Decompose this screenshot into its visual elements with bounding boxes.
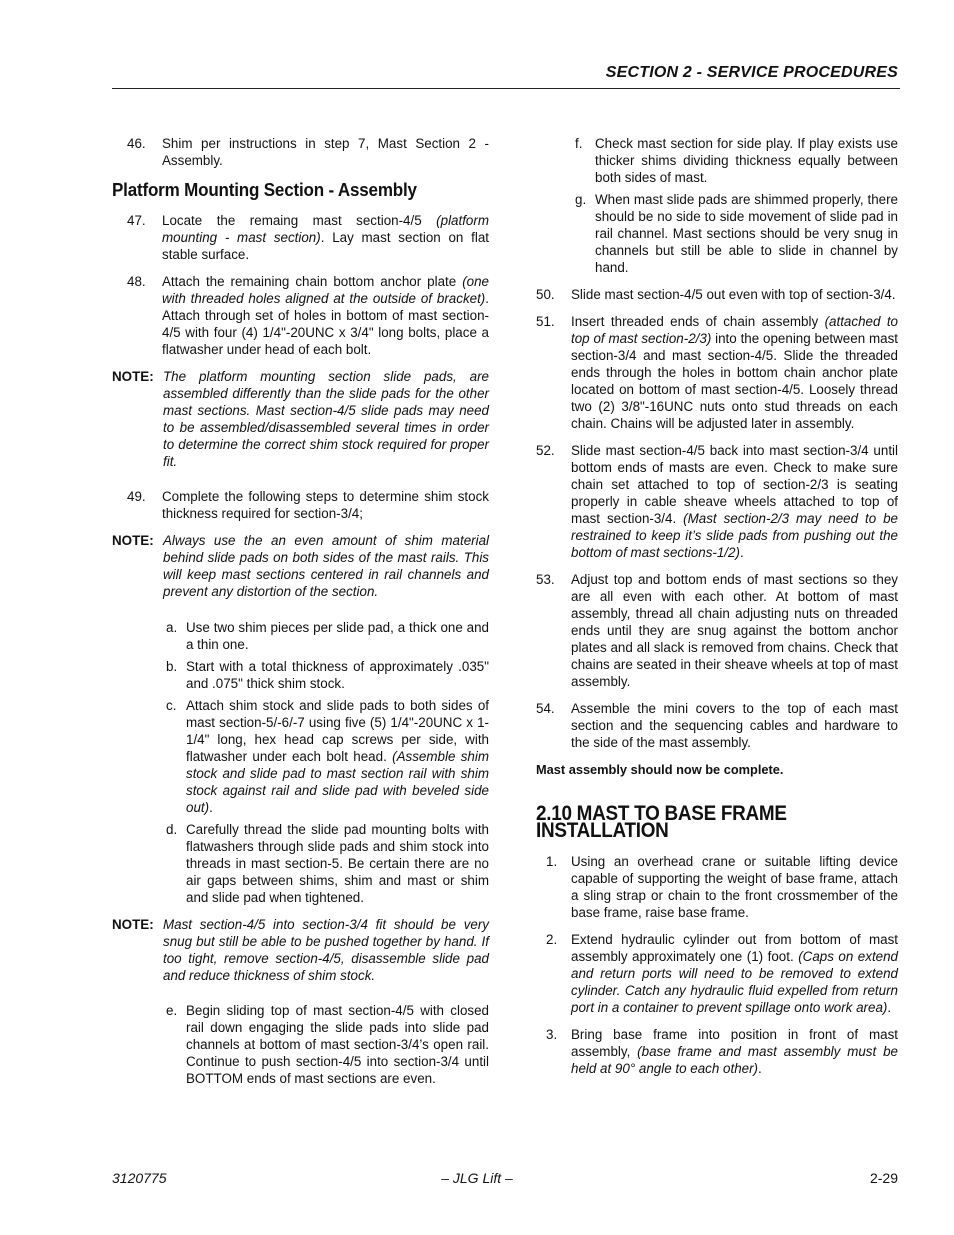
step-text: Assemble the mini covers to the top of each mast section and the sequencing cables and hardware to the side of the mast assembly. bbox=[571, 701, 898, 750]
step-text-italic: (Caps on extend and return ports will need to be removed to extend cylinder. Catch any hydraulic fluid expelled from return port in a container to prevent spillage onto work area) bbox=[571, 949, 899, 1015]
note-3 bbox=[112, 916, 489, 984]
step-47 bbox=[112, 212, 489, 263]
step-number: 46. bbox=[127, 136, 146, 151]
section-heading-2-10: 2.10 MAST TO BASE FRAME INSTALLATION bbox=[536, 802, 787, 842]
substep-text: Carefully thread the slide pad mounting bolts with flatwashers through slide pads and shim stock into threads in mast section-5. Be certain there are no air gaps between shims, shim and mast or shim and slide pad when tightened. bbox=[186, 822, 489, 905]
step-2 bbox=[536, 931, 898, 1016]
substep-f bbox=[536, 135, 898, 186]
step-text: Extend hydraulic cylinder out from bottom of mast assembly approximately one (1) foot. bbox=[571, 932, 898, 964]
step-text-italic: (Mast section-2/3 may need to be restrained to keep it’s slide pads from pushing out the bottom of mast sections-1/2) bbox=[571, 511, 898, 560]
step-number: 51. bbox=[536, 314, 555, 329]
step-49 bbox=[112, 488, 489, 522]
note-text: Mast section-4/5 into section-3/4 fit should be very snug but still be able to be pushed together by hand. If too tight, remove section-4/5, disassemble slide pad and reduce thickness of shim stock. bbox=[163, 917, 489, 983]
step-number: 54. bbox=[536, 701, 555, 716]
note-text: The platform mounting section slide pads, are assembled differently than the slide pads for the other mast sections. Mast section-4/5 slide pads may need to be assembled/disassembled several times in order to determine the correct shim stock required for proper fit. bbox=[163, 369, 489, 469]
step-number: 2. bbox=[546, 932, 558, 947]
substep-text: Use two shim pieces per slide pad, a thick one and a thin one. bbox=[186, 620, 489, 652]
substep-c bbox=[112, 697, 489, 816]
step-number: 48. bbox=[127, 274, 146, 289]
substep-a bbox=[112, 619, 489, 653]
substep-text: Begin sliding top of mast section-4/5 with closed rail down engaging the slide pads into slide pad channels at bottom of mast section-3/4’s open rail. Continue to push section-4/5 into section-3/4 until BOTTOM ends of mast sections are even. bbox=[186, 1003, 489, 1086]
step-number: 50. bbox=[536, 287, 555, 302]
step-text: Bring base frame into position in front of mast assembly, bbox=[571, 1027, 898, 1059]
step-text: Complete the following steps to determine shim stock thickness required for section-3/4; bbox=[162, 489, 489, 521]
step-number: 49. bbox=[127, 489, 146, 504]
substep-b bbox=[112, 658, 489, 692]
section-heading: Platform Mounting Section - Assembly bbox=[112, 179, 417, 200]
step-54 bbox=[536, 700, 898, 751]
step-text: Adjust top and bottom ends of mast sections so they are all even with each other. At bottom of mast assembly, thread all chain adjusting nuts on threaded ends until they are snug against the bottom anchor plates and all slack is removed from chains. Check that chains are seated in their sheave wheels at top of mast assembly. bbox=[571, 572, 898, 689]
page-number: 2-29 bbox=[869, 1170, 898, 1186]
step-1 bbox=[536, 853, 898, 921]
step-text: Slide mast section-4/5 back into mast section-3/4 until bottom ends of masts are even. Check to make sure chain set attached to top of section-2/3 is seating properly in cable sheave wheels attached to top of mast section-3/4. bbox=[571, 443, 898, 526]
step-text-italic: (base frame and mast assembly must be held at 90° angle to each other) bbox=[571, 1044, 898, 1076]
substep-text: Attach shim stock and slide pads to both sides of mast section-5/-6/-7 using five (5) 1/4"-20UNC x 1-1/4" long, hex head cap screws per side, with flatwasher under each bolt head. bbox=[186, 698, 489, 764]
step-text: . Lay mast section on flat stable surface. bbox=[162, 230, 489, 262]
substep-e bbox=[112, 1002, 489, 1087]
note-1 bbox=[112, 368, 489, 470]
substep-text: Start with a total thickness of approximately .035" and .075" thick shim stock. bbox=[186, 659, 489, 691]
left-column bbox=[112, 135, 489, 1092]
substep-letter: b. bbox=[166, 659, 178, 674]
assembly-complete-note: Mast assembly should now be complete. bbox=[536, 762, 784, 777]
step-51 bbox=[536, 313, 898, 432]
step-text: . Attach through set of holes in bottom of mast section-4/5 with four (4) 1/4"-20UNC x 3/4" long bolts, place a flatwasher under head of each bolt. bbox=[162, 291, 489, 357]
substep-d bbox=[112, 821, 489, 906]
substep-letter: a. bbox=[166, 620, 178, 635]
step-number: 53. bbox=[536, 572, 555, 587]
note-label: NOTE: bbox=[112, 533, 154, 548]
step-text: . bbox=[887, 1000, 892, 1015]
substep-letter: g. bbox=[575, 192, 587, 207]
step-text: Attach the remaining chain bottom anchor plate bbox=[162, 274, 463, 289]
step-text: Insert threaded ends of chain assembly bbox=[571, 314, 825, 329]
step-number: 1. bbox=[546, 854, 558, 869]
note-label: NOTE: bbox=[112, 369, 154, 384]
header-rule bbox=[112, 88, 900, 89]
step-text: into the opening between mast section-3/4 and mast section-4/5. Slide the threaded ends through the holes in bottom chain anchor plate located on bottom of mast section-4/5. Loosely thread two (2) 3/8"-16UNC nuts onto stud threads on each chain. Chains will be adjusted later in assembly. bbox=[571, 331, 899, 431]
step-text-italic: (attached to top of mast section-2/3) bbox=[571, 314, 898, 346]
substep-letter: d. bbox=[166, 822, 178, 837]
step-text-italic: (platform mounting - mast section) bbox=[162, 213, 489, 245]
substep-text-italic: (Assemble shim stock and slide pad to mast section rail with shim stock against rail and slide pad with beveled side out) bbox=[186, 749, 490, 815]
substep-letter: f. bbox=[575, 136, 583, 151]
step-50 bbox=[536, 286, 898, 303]
step-text: . bbox=[758, 1061, 762, 1076]
document-number: 3120775 bbox=[112, 1170, 167, 1186]
substep-g bbox=[536, 191, 898, 276]
header-title: SECTION 2 - SERVICE PROCEDURES bbox=[605, 64, 898, 81]
substep-text: When mast slide pads are shimmed properly, there should be no side to side movement of slide pad in rail channel. Mast sections should be very snug in channels but still be able to slide in channel by hand. bbox=[595, 192, 898, 275]
step-3 bbox=[536, 1026, 898, 1077]
step-text-italic: (one with threaded holes aligned at the outside of bracket) bbox=[162, 274, 489, 306]
step-52 bbox=[536, 442, 898, 561]
substep-text: Check mast section for side play. If play exists use thicker shims dividing thickness equally between both sides of mast. bbox=[595, 136, 898, 185]
note-label: NOTE: bbox=[112, 917, 154, 932]
step-53 bbox=[536, 571, 898, 690]
note-text: Always use the an even amount of shim material behind slide pads on both sides of the mast rails. This will keep mast sections centered in rail channels and prevent any distortion of the section. bbox=[163, 533, 489, 599]
substep-letter: c. bbox=[166, 698, 177, 713]
step-text: Slide mast section-4/5 out even with top of section-3/4. bbox=[571, 287, 896, 302]
substep-text: . bbox=[209, 800, 213, 815]
right-column bbox=[536, 135, 898, 1087]
step-text: . bbox=[739, 545, 744, 560]
step-48 bbox=[112, 273, 489, 358]
step-46 bbox=[112, 135, 489, 169]
step-number: 52. bbox=[536, 443, 555, 458]
step-number: 3. bbox=[546, 1027, 558, 1042]
step-text: Locate the remaing mast section-4/5 bbox=[162, 213, 437, 228]
step-text: Shim per instructions in step 7, Mast Section 2 - Assembly. bbox=[162, 136, 489, 168]
note-2 bbox=[112, 532, 489, 600]
step-text: Using an overhead crane or suitable lifting device capable of supporting the weight of base frame, attach a sling strap or chain to the front crossmember of the base frame, raise base frame. bbox=[571, 854, 898, 920]
substep-letter: e. bbox=[166, 1003, 178, 1018]
step-number: 47. bbox=[127, 213, 146, 228]
company-name: – JLG Lift – bbox=[441, 1170, 513, 1186]
